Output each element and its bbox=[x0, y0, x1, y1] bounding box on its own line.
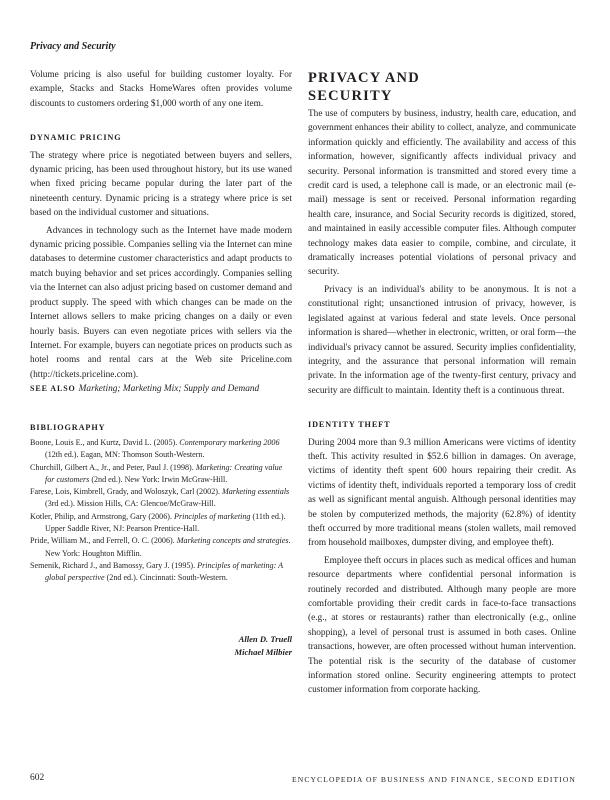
dynamic-pricing-paragraph-1: The strategy where price is negotiated between buyers and sellers, dynamic pricing, has been used throughout history, but its use waned when fixed pricing became popular during the later part of the nineteenth century. Dynamic pricing is a strategy where price is set based on the individual customer and situations. bbox=[30, 150, 292, 219]
bibliography-entry bbox=[30, 486, 292, 511]
section-title: PRIVACY AND SECURITY bbox=[308, 70, 420, 104]
bibliography-list bbox=[30, 437, 292, 585]
bibliography-heading: BIBLIOGRAPHY bbox=[30, 422, 106, 432]
identity-theft-paragraph-1: During 2004 more than 9.3 million Americans were victims of identity theft. This activity resulted in $52.6 billion in damages. On average, victims of identity theft spent 600 hours repairing their credit. As victims of identity theft, individuals reported a temporary loss of credit as well as significant mental anguish. Although personal identities may be stolen by computerized methods, the majority (62.8%) of identity theft occurred by more traditional means (stolen wallets, mail removed from household mailboxes, dumpster diving, and employee theft). bbox=[308, 437, 576, 549]
bibliography-entry bbox=[30, 535, 292, 560]
footer-book-title: ENCYCLOPEDIA OF BUSINESS AND FINANCE, SECOND EDITION bbox=[292, 775, 576, 784]
dynamic-pricing-heading: DYNAMIC PRICING bbox=[30, 133, 122, 143]
bibliography-entry bbox=[30, 462, 292, 487]
bib-authors: Kotler, Philip, and Armstrong, Gary (2006). bbox=[30, 511, 174, 521]
bibliography-entry bbox=[30, 560, 292, 585]
bib-title: Marketing essentials bbox=[222, 487, 290, 497]
bib-authors: Pride, William M., and Ferrell, O. C. (2006). bbox=[30, 536, 177, 546]
identity-theft-paragraph-2: Employee theft occurs in places such as medical offices and human resource departments where confidential personal information is routinely recorded and distributed. Although many people are more comfortable providing their credit cards in face-to-face transactions (e.g., at stores or restaurants) rather than electronically (e.g., online shopping), a level of personal trust is assumed in both cases. Online transactions, however, are often processed without human intervention. The potential risk is the security of the database of customer information stored online. Security engineering attempts to protect customer information from corporate hacking. bbox=[308, 555, 576, 696]
right-column bbox=[308, 68, 576, 698]
bibliography-entry bbox=[30, 437, 292, 462]
bib-authors: Farese, Lois, Kimbrell, Grady, and Woloszyk, Carl (2002). bbox=[30, 487, 222, 497]
see-also-label: SEE ALSO bbox=[30, 384, 76, 394]
author-name: Allen D. Truell bbox=[238, 633, 292, 644]
dynamic-pricing-paragraph-2: Advances in technology such as the Internet have made modern dynamic pricing possible. Companies selling via the Internet can mine databases to determine customer characteristics and adapt products to match buying behavior and set prices accordingly. Companies selling via the Internet can also adjust pricing based on customer demand and product supply. The speed with which changes can be made on the Internet allows sellers to make pricing changes on a daily or even hourly basis. Buyers can even negotiate prices with sellers via the Internet. For example, buyers can negotiate prices on products such as hotel rooms and rental cars at the Web site Priceline.com (http://tickets.priceline.com). bbox=[30, 225, 292, 380]
bib-title: Marketing: Creating value for customers bbox=[45, 462, 283, 484]
privacy-paragraph-2: Privacy is an individual's ability to be anonymous. It is not a constitutional right; unsanctioned intrusion of privacy, however, is legislated against at various federal and state levels. Once personal information is shared—whether in electronic, written, or oral form—the individual's privacy cannot be assured. Security implies confidentiality, integrity, and the assurance that personal information will remain private. In the information age of the twenty-first century, privacy and security are difficult to maintain. Identity theft is a continuous threat. bbox=[308, 284, 576, 396]
bibliography-entry bbox=[30, 511, 292, 536]
see-also bbox=[30, 382, 292, 396]
left-column bbox=[30, 68, 292, 659]
bib-authors: Boone, Louis E., and Kurtz, David L. (2005). bbox=[30, 437, 180, 447]
running-head: Privacy and Security bbox=[30, 41, 116, 52]
bib-publisher: (3rd ed.). Mission Hills, CA: Glencoe/McGraw-Hill. bbox=[45, 499, 216, 509]
bib-authors: Churchill, Gilbert A., Jr., and Peter, Paul J. (1998). bbox=[30, 462, 196, 472]
privacy-paragraph-1: The use of computers by business, industry, health care, education, and government enhances their ability to collect, analyze, and communicate information quickly and efficiently. The availability and access of this information, however, significantly affects individual privacy and security. Personal information is transmitted and stored every time a credit card is used, a telephone call is made, or an electronic mail (e-mail) message is sent or received. Personal information regarding health care, insurance, and Social Security records is digitized, stored, and maintained in easily accessible computer files. Although computer technology makes data easier to compile, combine, and circulate, it dramatically increases potential violations of personal privacy and security. bbox=[308, 109, 576, 278]
volume-pricing-paragraph: Volume pricing is also useful for building customer loyalty. For example, Stacks and Stacks HomeWares often provides volume discounts to customers ordering $1,000 worth of any one item. bbox=[30, 70, 292, 109]
bib-publisher: (12th ed.). Eagan, MN: Thomson South-Western. bbox=[45, 450, 205, 460]
bib-publisher: (11th ed.). Upper Saddle River, NJ: Pearson Prentice-Hall. bbox=[45, 511, 286, 534]
bib-title: Principles of marketing: A global perspective bbox=[45, 560, 283, 583]
bib-title: Contemporary marketing 2006 bbox=[179, 437, 280, 447]
bib-title: Marketing concepts and strategies bbox=[176, 536, 289, 546]
identity-theft-heading: IDENTITY THEFT bbox=[308, 420, 391, 430]
see-also-links[interactable]: Marketing; Marketing Mix; Supply and Demand bbox=[78, 384, 260, 395]
bib-title: Principles of marketing bbox=[174, 511, 251, 521]
bib-authors: Semenik, Richard J., and Bamossy, Gary J. (1995). bbox=[30, 560, 198, 570]
bib-publisher: (2nd ed.). Cincinnati: South-Western. bbox=[104, 573, 228, 583]
page-number: 602 bbox=[30, 773, 45, 783]
author-name: Michael Milbier bbox=[234, 646, 292, 657]
bib-publisher: (2nd ed.). New York: Irwin McGraw-Hill. bbox=[89, 474, 228, 484]
article-authors bbox=[30, 633, 292, 659]
bib-publisher: . New York: Houghton Mifflin. bbox=[45, 536, 291, 558]
